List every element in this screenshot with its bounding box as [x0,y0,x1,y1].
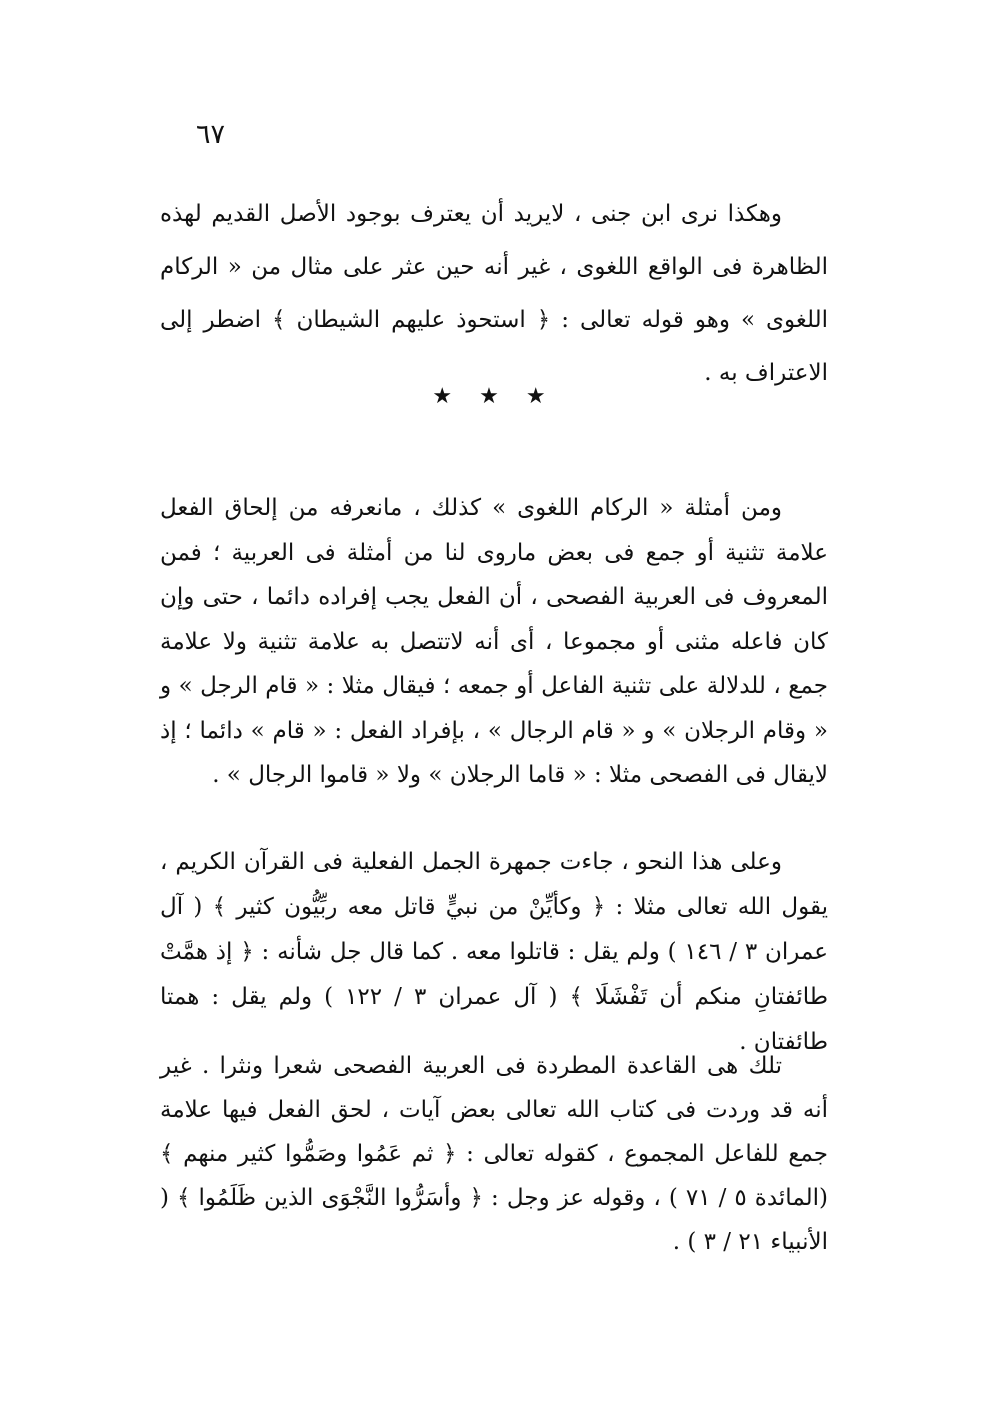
paragraph-2-text: ومن أمثلة « الركام اللغوى » كذلك ، مانعرفه من إلحاق الفعل علامة تثنية أو جمع فى بعض ماروى لنا من أمثلة فى العربية ؛ فمن المعروف فى العربية الفصحى ، أن الفعل يجب إفراده دائما ، حتى وإن كان فاعله مثنى أو مجموعا ، أى أنه لاتتصل به علامة تثنية ولا علامة جمع ، للدلالة على تثنية الفاعل أو جمعه ؛ فيقال مثلا : « قام الرجل » و « وقام الرجلان » و « قام الرجال » ، بإفراد الفعل : « قام » دائما ؛ إذ لايقال فى الفصحى مثلا : « قاما الرجلان » ولا « قاموا الرجال » . [160,495,828,788]
page-number: ٦٧ [196,119,226,150]
paragraph-3 [160,840,828,1065]
paragraph-2 [160,486,828,798]
paragraph-4 [160,1044,828,1264]
section-separator-stars: ★ ★ ★ [432,384,556,409]
paragraph-1-text: وهكذا نرى ابن جنى ، لايريد أن يعترف بوجود الأصل القديم لهذه الظاهرة فى الواقع اللغوى ، غير أنه حين عثر على مثال من « الركام اللغوى » وهو قوله تعالى : ﴿ استحوذ عليهم الشيطان ﴾ اضطر إلى الاعتراف به . [160,201,828,386]
paragraph-1 [160,188,828,400]
paragraph-4-text: تلك هى القاعدة المطردة فى العربية الفصحى شعرا ونثرا . غير أنه قد وردت فى كتاب الله تعالى بعض آيات ، لحق الفعل فيها علامة جمع للفاعل المجموع ، كقوله تعالى : ﴿ ثم عَمُوا وصَمُّوا كثير منهم ﴾ (المائدة ٥ / ٧١ ) ، وقوله عز وجل : ﴿ وأسَرُّوا النَّجْوَى الذين ظَلَمُوا ﴾ ( الأنبياء ٢١ / ٣ ) . [160,1053,828,1255]
paragraph-3-text: وعلى هذا النحو ، جاءت جمهرة الجمل الفعلية فى القرآن الكريم ، يقول الله تعالى مثلا : ﴿ وكأيِّنْ من نبيٍّ قاتل معه ربِّيُّون كثير ﴾ ( آل عمران ٣ / ١٤٦ ) ولم يقل : قاتلوا معه . كما قال جل شأنه : ﴿ إذ همَّتْ طائفتانِ منكم أن تَفْشَلَا ﴾ ( آل عمران ٣ / ١٢٢ ) ولم يقل : همتا طائفتان . [160,849,829,1055]
